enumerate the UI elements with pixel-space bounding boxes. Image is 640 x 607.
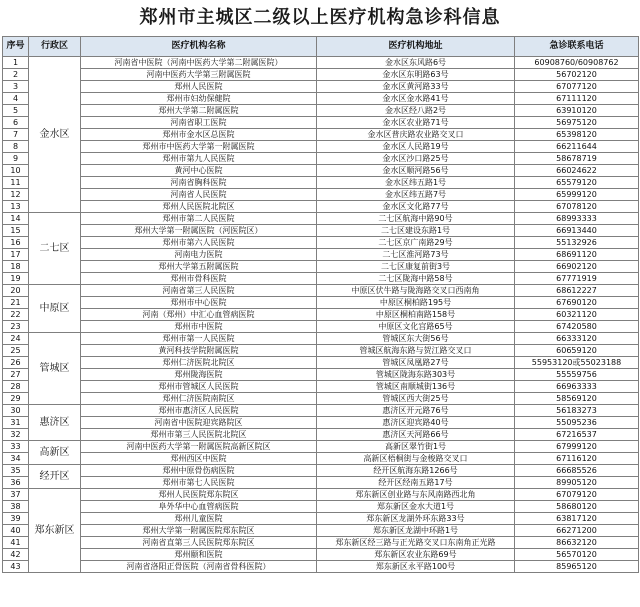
- emergency-phone: 67690120: [515, 297, 639, 309]
- table-row: [3, 285, 639, 297]
- hospital-address: 金水区纬五路7号: [317, 189, 515, 201]
- row-seq: 4: [3, 93, 29, 105]
- hospital-name: 河南省洛阳正骨医院（河南省骨科医院）: [81, 561, 317, 573]
- emergency-phone: 67420580: [515, 321, 639, 333]
- row-seq: 43: [3, 561, 29, 573]
- table-row: [3, 237, 639, 249]
- hospital-name: 郑州大学第二附属医院: [81, 105, 317, 117]
- table-row: [3, 369, 639, 381]
- district-cell: 高新区: [29, 441, 81, 465]
- hospital-address: 管城区凤凰路27号: [317, 357, 515, 369]
- header-phone: 急诊联系电话: [515, 37, 639, 57]
- row-seq: 36: [3, 477, 29, 489]
- table-row: [3, 93, 639, 105]
- hospital-address: 惠济区开元路76号: [317, 405, 515, 417]
- emergency-phone: 56702120: [515, 69, 639, 81]
- hospital-address: 金水区纬五路1号: [317, 177, 515, 189]
- table-row: [3, 261, 639, 273]
- hospital-name: 郑州颐和医院: [81, 549, 317, 561]
- hospital-address: 管城区陇海东路303号: [317, 369, 515, 381]
- table-row: [3, 345, 639, 357]
- table-row: [3, 561, 639, 573]
- hospital-name: 郑州大学第一附属医院郑东院区: [81, 525, 317, 537]
- hospital-name: 郑州市中医院: [81, 321, 317, 333]
- district-cell: 金水区: [29, 57, 81, 213]
- row-seq: 24: [3, 333, 29, 345]
- header-address: 医疗机构地址: [317, 37, 515, 57]
- emergency-phone: 68993333: [515, 213, 639, 225]
- emergency-phone: 66211644: [515, 141, 639, 153]
- table-row: [3, 417, 639, 429]
- emergency-phone: 65579120: [515, 177, 639, 189]
- row-seq: 20: [3, 285, 29, 297]
- emergency-phone: 56183273: [515, 405, 639, 417]
- table-row: [3, 153, 639, 165]
- hospital-address: 金水区沙口路25号: [317, 153, 515, 165]
- header-name: 医疗机构名称: [81, 37, 317, 57]
- hospital-address: 经开区经南五路17号: [317, 477, 515, 489]
- row-seq: 34: [3, 453, 29, 465]
- table-row: [3, 525, 639, 537]
- hospital-address: 管城区东大街56号: [317, 333, 515, 345]
- emergency-phone: 63910120: [515, 105, 639, 117]
- hospital-name: 郑州仁济医院北院区: [81, 357, 317, 369]
- hospital-name: 河南中医药大学第一附属医院高新区院区: [81, 441, 317, 453]
- hospital-name: 郑州大学第五附属医院: [81, 261, 317, 273]
- table-row: [3, 189, 639, 201]
- row-seq: 30: [3, 405, 29, 417]
- row-seq: 5: [3, 105, 29, 117]
- table-row: [3, 429, 639, 441]
- hospital-address: 中原区桐柏路195号: [317, 297, 515, 309]
- emergency-phone: 60908760/60908762: [515, 57, 639, 69]
- emergency-phone: 55132926: [515, 237, 639, 249]
- hospital-address: 金水区文化路77号: [317, 201, 515, 213]
- hospital-address: 管城区西大街25号: [317, 393, 515, 405]
- emergency-phone: 65398120: [515, 129, 639, 141]
- emergency-phone: 66963333: [515, 381, 639, 393]
- emergency-phone: 55095236: [515, 417, 639, 429]
- emergency-phone: 66685526: [515, 465, 639, 477]
- row-seq: 9: [3, 153, 29, 165]
- emergency-phone: 67216537: [515, 429, 639, 441]
- hospital-address: 二七区康复前街3号: [317, 261, 515, 273]
- emergency-phone: 86632120: [515, 537, 639, 549]
- hospital-address: 郑东新区永平路100号: [317, 561, 515, 573]
- hospital-name: 郑州仁济医院南院区: [81, 393, 317, 405]
- table-row: [3, 129, 639, 141]
- row-seq: 2: [3, 69, 29, 81]
- hospital-name: 河南电力医院: [81, 249, 317, 261]
- row-seq: 14: [3, 213, 29, 225]
- header-district: 行政区: [29, 37, 81, 57]
- hospital-address: 金水区经八路2号: [317, 105, 515, 117]
- row-seq: 38: [3, 501, 29, 513]
- hospital-name: 黄河中心医院: [81, 165, 317, 177]
- row-seq: 3: [3, 81, 29, 93]
- emergency-phone: 66024622: [515, 165, 639, 177]
- row-seq: 29: [3, 393, 29, 405]
- table-row: [3, 333, 639, 345]
- hospital-address: 郑东新区龙湖外环东路33号: [317, 513, 515, 525]
- hospital-name: 郑州大学第一附属医院（河医院区）: [81, 225, 317, 237]
- emergency-phone: 66913440: [515, 225, 639, 237]
- emergency-phone: 66333120: [515, 333, 639, 345]
- row-seq: 23: [3, 321, 29, 333]
- hospital-address: 郑东新区经三路与正光路交叉口东南角正光路: [317, 537, 515, 549]
- district-cell: 惠济区: [29, 405, 81, 441]
- row-seq: 19: [3, 273, 29, 285]
- table-row: [3, 105, 639, 117]
- table-row: [3, 273, 639, 285]
- emergency-phone: 55559756: [515, 369, 639, 381]
- row-seq: 37: [3, 489, 29, 501]
- table-row: [3, 141, 639, 153]
- hospital-address: 金水区人民路19号: [317, 141, 515, 153]
- hospital-name: 河南省人民医院: [81, 189, 317, 201]
- table-row: [3, 57, 639, 69]
- row-seq: 41: [3, 537, 29, 549]
- table-header-row: [3, 37, 639, 57]
- row-seq: 21: [3, 297, 29, 309]
- hospital-address: 金水区顺河路56号: [317, 165, 515, 177]
- hospital-address: 惠济区迎宾路40号: [317, 417, 515, 429]
- table-row: [3, 225, 639, 237]
- table-row: [3, 537, 639, 549]
- hospital-name: 郑州儿童医院: [81, 513, 317, 525]
- emergency-phone: 68612227: [515, 285, 639, 297]
- hospital-name: 河南省胸科医院: [81, 177, 317, 189]
- table-row: [3, 381, 639, 393]
- emergency-phone: 67116120: [515, 453, 639, 465]
- hospital-address: 管城区南顺城街136号: [317, 381, 515, 393]
- hospital-name: 郑州市第二人民医院: [81, 213, 317, 225]
- hospital-name: 河南（郑州）中汇心血管病医院: [81, 309, 317, 321]
- emergency-phone: 67111120: [515, 93, 639, 105]
- table-row: [3, 249, 639, 261]
- table-row: [3, 309, 639, 321]
- row-seq: 39: [3, 513, 29, 525]
- hospital-name: 河南省中医院（河南中医药大学第二附属医院）: [81, 57, 317, 69]
- hospital-name: 郑州市第一人民医院: [81, 333, 317, 345]
- hospital-address: 郑东新区创业路与东风南路西北角: [317, 489, 515, 501]
- row-seq: 42: [3, 549, 29, 561]
- hospital-address: 金水区东风路6号: [317, 57, 515, 69]
- hospital-name: 郑州陇海医院: [81, 369, 317, 381]
- table-row: [3, 441, 639, 453]
- hospital-address: 二七区淮河路73号: [317, 249, 515, 261]
- hospital-name: 河南省直第三人民医院郑东院区: [81, 537, 317, 549]
- hospital-name: 阜外华中心血管病医院: [81, 501, 317, 513]
- table-row: [3, 501, 639, 513]
- row-seq: 25: [3, 345, 29, 357]
- emergency-phone: 67999120: [515, 441, 639, 453]
- hospital-address: 二七区陇海中路58号: [317, 273, 515, 285]
- row-seq: 28: [3, 381, 29, 393]
- table-row: [3, 177, 639, 189]
- row-seq: 32: [3, 429, 29, 441]
- table-row: [3, 513, 639, 525]
- district-cell: 二七区: [29, 213, 81, 285]
- hospital-name: 郑州人民医院郑东院区: [81, 489, 317, 501]
- table-row: [3, 117, 639, 129]
- row-seq: 11: [3, 177, 29, 189]
- district-cell: 经开区: [29, 465, 81, 489]
- hospital-address: 郑东新区龙湖中环路1号: [317, 525, 515, 537]
- hospital-address: 金水区黄河路33号: [317, 81, 515, 93]
- hospital-address: 金水区农业路71号: [317, 117, 515, 129]
- table-body: [3, 57, 639, 573]
- row-seq: 15: [3, 225, 29, 237]
- table-row: [3, 81, 639, 93]
- district-cell: 管城区: [29, 333, 81, 405]
- hospital-address: 二七区航海中路90号: [317, 213, 515, 225]
- hospital-address: 高新区翠竹街1号: [317, 441, 515, 453]
- hospital-name: 郑州市妇幼保健院: [81, 93, 317, 105]
- emergency-phone: 60321120: [515, 309, 639, 321]
- emergency-phone: 67079120: [515, 489, 639, 501]
- table-row: [3, 453, 639, 465]
- hospital-address: 中原区文化宫路65号: [317, 321, 515, 333]
- hospital-table: [2, 36, 639, 573]
- hospital-name: 郑州市第九人民医院: [81, 153, 317, 165]
- row-seq: 35: [3, 465, 29, 477]
- row-seq: 13: [3, 201, 29, 213]
- hospital-address: 管城区航海东路与贺江路交叉口: [317, 345, 515, 357]
- hospital-name: 郑州市骨科医院: [81, 273, 317, 285]
- hospital-name: 河南省第三人民医院: [81, 285, 317, 297]
- hospital-name: 郑州人民医院北院区: [81, 201, 317, 213]
- hospital-name: 郑州西区中医院: [81, 453, 317, 465]
- table-row: [3, 165, 639, 177]
- hospital-name: 郑州市管城区人民医院: [81, 381, 317, 393]
- hospital-name: 河南省职工医院: [81, 117, 317, 129]
- row-seq: 33: [3, 441, 29, 453]
- hospital-name: 郑州中原骨伤病医院: [81, 465, 317, 477]
- hospital-name: 郑州市第七人民医院: [81, 477, 317, 489]
- hospital-address: 二七区建设东路1号: [317, 225, 515, 237]
- hospital-address: 金水区东明路63号: [317, 69, 515, 81]
- emergency-phone: 60659120: [515, 345, 639, 357]
- table-row: [3, 489, 639, 501]
- hospital-address: 经开区航海东路1266号: [317, 465, 515, 477]
- header-seq: 序号: [3, 37, 29, 57]
- emergency-phone: 89905120: [515, 477, 639, 489]
- hospital-address: 惠济区天河路66号: [317, 429, 515, 441]
- emergency-phone: 66902120: [515, 261, 639, 273]
- emergency-phone: 67771919: [515, 273, 639, 285]
- table-row: [3, 465, 639, 477]
- table-row: [3, 405, 639, 417]
- hospital-address: 高新区梧桐街与金梭路交叉口: [317, 453, 515, 465]
- row-seq: 18: [3, 261, 29, 273]
- emergency-phone: 58678719: [515, 153, 639, 165]
- row-seq: 16: [3, 237, 29, 249]
- emergency-phone: 56570120: [515, 549, 639, 561]
- table-row: [3, 357, 639, 369]
- table-row: [3, 549, 639, 561]
- row-seq: 7: [3, 129, 29, 141]
- hospital-address: 郑东新区农业东路69号: [317, 549, 515, 561]
- hospital-name: 郑州市第六人民医院: [81, 237, 317, 249]
- row-seq: 27: [3, 369, 29, 381]
- table-row: [3, 69, 639, 81]
- row-seq: 40: [3, 525, 29, 537]
- hospital-name: 郑州市中心医院: [81, 297, 317, 309]
- hospital-name: 郑州市中医药大学第一附属医院: [81, 141, 317, 153]
- hospital-address: 金水区金水路41号: [317, 93, 515, 105]
- emergency-phone: 67077120: [515, 81, 639, 93]
- row-seq: 12: [3, 189, 29, 201]
- page-title: 郑州市主城区二级以上医疗机构急诊科信息: [139, 7, 501, 28]
- emergency-phone: 56975120: [515, 117, 639, 129]
- emergency-phone: 55953120或55023188: [515, 357, 639, 369]
- emergency-phone: 67078120: [515, 201, 639, 213]
- hospital-name: 郑州市惠济区人民医院: [81, 405, 317, 417]
- emergency-phone: 85965120: [515, 561, 639, 573]
- table-row: [3, 393, 639, 405]
- row-seq: 6: [3, 117, 29, 129]
- table-row: [3, 321, 639, 333]
- hospital-name: 黄河科技学院附属医院: [81, 345, 317, 357]
- hospital-address: 二七区京广南路29号: [317, 237, 515, 249]
- row-seq: 10: [3, 165, 29, 177]
- emergency-phone: 58569120: [515, 393, 639, 405]
- emergency-phone: 58680120: [515, 501, 639, 513]
- row-seq: 26: [3, 357, 29, 369]
- row-seq: 1: [3, 57, 29, 69]
- hospital-address: 郑东新区金水大道1号: [317, 501, 515, 513]
- row-seq: 31: [3, 417, 29, 429]
- emergency-phone: 66271200: [515, 525, 639, 537]
- emergency-phone: 68691120: [515, 249, 639, 261]
- hospital-name: 河南中医药大学第三附属医院: [81, 69, 317, 81]
- table-row: [3, 297, 639, 309]
- hospital-address: 金水区普庆路农业路交叉口: [317, 129, 515, 141]
- hospital-name: 郑州人民医院: [81, 81, 317, 93]
- district-cell: 中原区: [29, 285, 81, 333]
- hospital-name: 郑州市第三人民医院北院区: [81, 429, 317, 441]
- emergency-phone: 65999120: [515, 189, 639, 201]
- table-row: [3, 201, 639, 213]
- table-row: [3, 477, 639, 489]
- row-seq: 8: [3, 141, 29, 153]
- row-seq: 22: [3, 309, 29, 321]
- row-seq: 17: [3, 249, 29, 261]
- emergency-phone: 63817120: [515, 513, 639, 525]
- hospital-name: 河南省中医院迎宾路院区: [81, 417, 317, 429]
- hospital-address: 中原区桐柏南路158号: [317, 309, 515, 321]
- table-row: [3, 213, 639, 225]
- hospital-name: 郑州市金水区总医院: [81, 129, 317, 141]
- hospital-address: 中原区伏牛路与陇海路交叉口西南角: [317, 285, 515, 297]
- district-cell: 郑东新区: [29, 489, 81, 573]
